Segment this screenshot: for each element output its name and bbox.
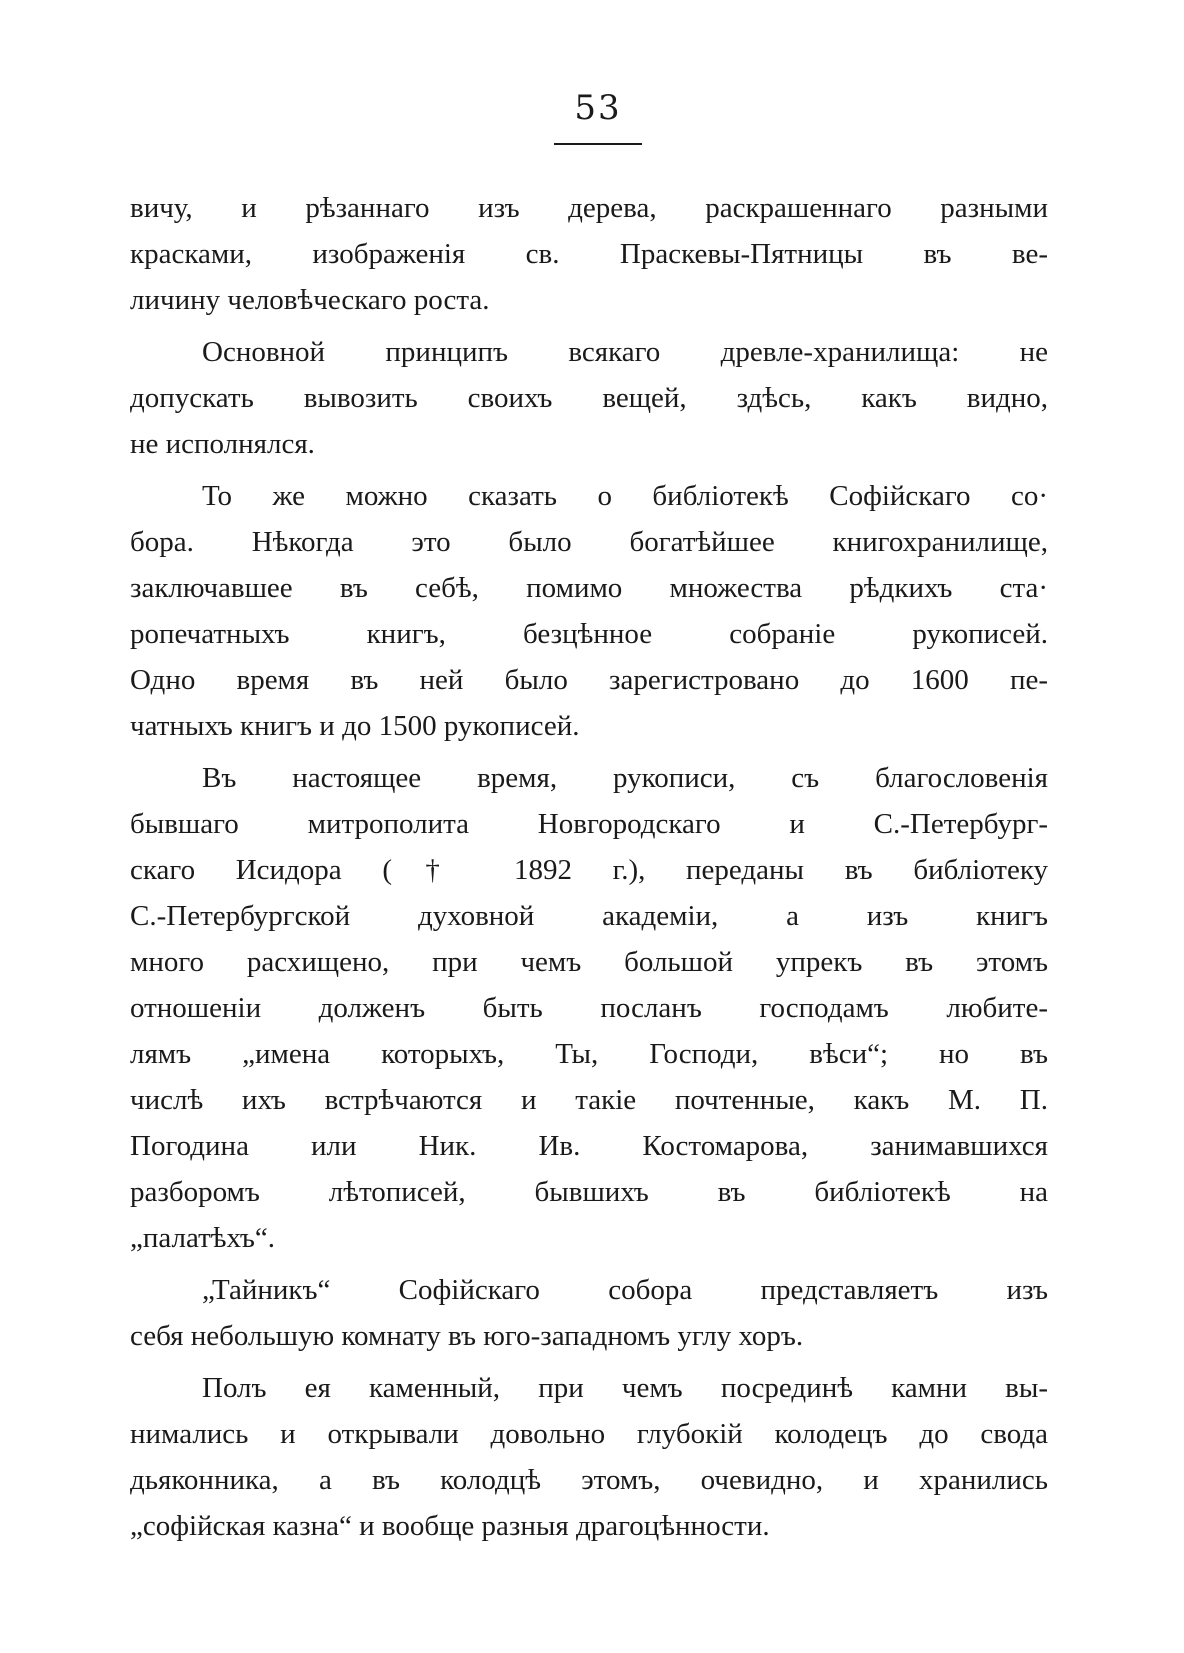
text-line: себя небольшую комнату въ юго-западномъ углу хоръ. — [130, 1320, 804, 1352]
text-line: Погодина или Ник. Ив. Костомарова, занимавшихся — [130, 1130, 1048, 1162]
text-line: числѣ ихъ встрѣчаются и такіе почтенные, какъ М. П. — [130, 1084, 1048, 1116]
paragraph — [130, 473, 1048, 749]
text-line: лямъ „имена которыхъ, Ты, Господи, вѣси“; но въ — [130, 1038, 1048, 1070]
text-line: С.-Петербургской духовной академіи, а изъ книгъ — [130, 900, 1048, 932]
text-line: „софійская казна“ и вообще разныя драгоцѣнности. — [130, 1510, 770, 1542]
text-line: „Тайникъ“ Софійскаго собора представляетъ изъ — [202, 1274, 1048, 1306]
text-line: допускать вывозить своихъ вещей, здѣсь, какъ видно, — [130, 382, 1048, 414]
text-line: Полъ ея каменный, при чемъ посрединѣ камни вы- — [202, 1372, 1048, 1404]
text-line: Въ настоящее время, рукописи, съ благословенія — [202, 762, 1048, 794]
text-line: не исполнялся. — [130, 428, 315, 460]
text-line: Одно время въ ней было зарегистровано до 1600 пе- — [130, 664, 1048, 696]
text-line: чатныхъ книгъ и до 1500 рукописей. — [130, 710, 580, 742]
paragraph — [130, 755, 1048, 1261]
paragraph — [130, 329, 1048, 467]
text-line: личину человѣческаго роста. — [130, 284, 490, 316]
text-line: бора. Нѣкогда это было богатѣйшее книгохранилище, — [130, 526, 1048, 558]
text-line: нимались и открывали довольно глубокій колодецъ до свода — [130, 1418, 1048, 1450]
paragraph — [130, 1267, 1048, 1359]
text-line: То же можно сказать о библіотекѣ Софійскаго со· — [202, 480, 1048, 512]
page-number: 53 — [574, 88, 622, 128]
text-line: заключавшее въ себѣ, помимо множества рѣдкихъ ста· — [130, 572, 1048, 604]
text-line: бывшаго митрополита Новгородскаго и С.-Петербург- — [130, 808, 1048, 840]
text-line: вичу, и рѣзаннаго изъ дерева, раскрашеннаго разными — [130, 192, 1048, 224]
text-line: дьяконника, а въ колодцѣ этомъ, очевидно, и хранились — [130, 1464, 1048, 1496]
body-text — [130, 185, 1048, 1549]
text-line: красками, изображенія св. Праскевы-Пятницы въ ве- — [130, 238, 1048, 270]
text-line: скаго Исидора († 1892 г.), переданы въ библіотеку — [130, 854, 1048, 886]
paragraph — [130, 185, 1048, 323]
text-line: много расхищено, при чемъ большой упрекъ въ этомъ — [130, 946, 1048, 978]
text-line: разборомъ лѣтописей, бывшихъ въ библіотекѣ на — [130, 1176, 1048, 1208]
text-line: Основной принципъ всякаго древле-хранилища: не — [202, 336, 1048, 368]
text-line: „палатѣхъ“. — [130, 1222, 276, 1254]
text-line: ропечатныхъ книгъ, безцѣнное собраніе рукописей. — [130, 618, 1048, 650]
page-number-rule — [554, 143, 642, 145]
text-line: отношеніи долженъ быть посланъ господамъ любите- — [130, 992, 1048, 1024]
paragraph — [130, 1365, 1048, 1549]
